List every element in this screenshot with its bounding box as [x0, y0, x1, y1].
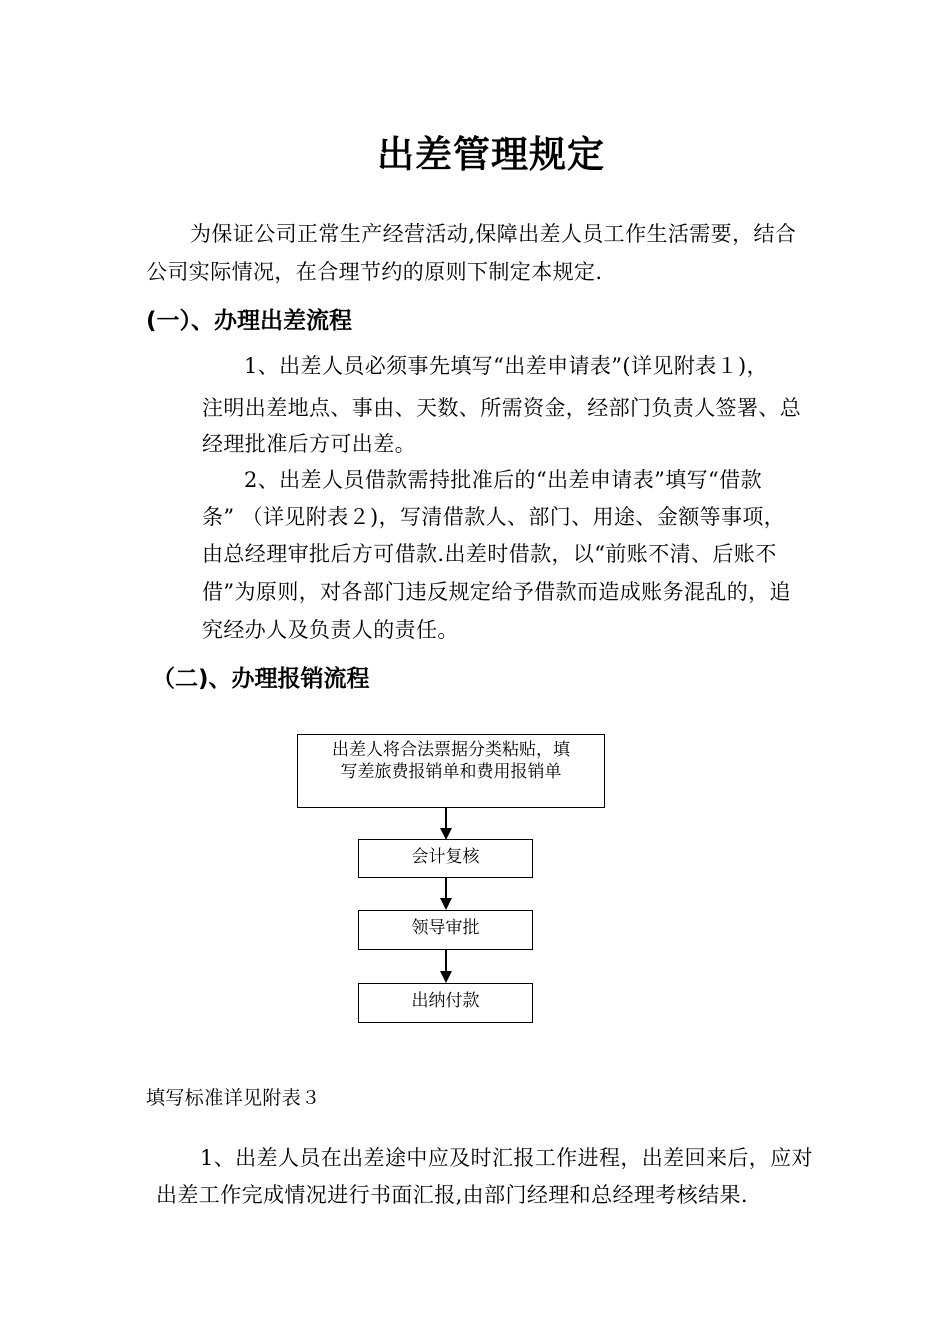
- section-1-item-1-line-2: 注明出差地点、事由、天数、所需资金，经部门负责人签署、总: [202, 396, 802, 420]
- section-1-heading: (一）、办理出差流程: [146, 308, 353, 334]
- section-1-item-2-line-3: 由总经理审批后方可借款.出差时借款，以“前账不清、后账不: [202, 542, 777, 566]
- flow-step-2: 会计复核: [358, 839, 533, 878]
- flow-connector-1: [445, 808, 447, 830]
- section-1-item-1-line-3: 经理批准后方可出差。: [202, 432, 416, 456]
- section-1-item-2-line-2: 条” （详见附表２)，写清借款人、部门、用途、金额等事项，: [202, 505, 786, 529]
- flow-connector-3: [445, 950, 447, 973]
- section-2-item-1-line-2: 出差工作完成情况进行书面汇报,由部门经理和总经理考核结果.: [156, 1183, 748, 1207]
- flow-step-3: 领导审批: [358, 910, 533, 950]
- section-1-item-2-line-4: 借”为原则，对各部门违反规定给予借款而造成账务混乱的，追: [202, 580, 791, 604]
- section-1-item-1-line-1: 1、出差人员必须事先填写“出差申请表”(详见附表１)，: [244, 354, 769, 378]
- section-2-item-1-line-1: 1、出差人员在出差途中应及时汇报工作进程，出差回来后，应对: [200, 1146, 813, 1170]
- flow-arrow-2: [440, 898, 452, 910]
- section-1-item-2-line-5: 究经办人及负责人的责任。: [202, 618, 459, 642]
- flow-arrow-3: [440, 971, 452, 983]
- flow-step-1-line-2: 写差旅费报销单和费用报销单: [340, 762, 562, 782]
- section-1-item-2-line-1: 2、出差人员借款需持批准后的“出差申请表”填写“借款: [244, 468, 762, 492]
- section-2-heading: （二)、办理报销流程: [152, 666, 370, 692]
- page-title: 出差管理规定: [377, 133, 605, 176]
- flow-step-4: 出纳付款: [358, 983, 533, 1023]
- flow-step-1: [297, 734, 605, 808]
- intro-line-1: 为保证公司正常生产经营活动,保障出差人员工作生活需要，结合: [190, 222, 797, 246]
- attachment-note: 填写标准详见附表３: [146, 1087, 321, 1109]
- flow-connector-2: [445, 878, 447, 900]
- flow-step-1-line-1: 出差人将合法票据分类粘贴，填: [332, 740, 570, 760]
- intro-line-2: 公司实际情况，在合理节约的原则下制定本规定.: [146, 260, 603, 284]
